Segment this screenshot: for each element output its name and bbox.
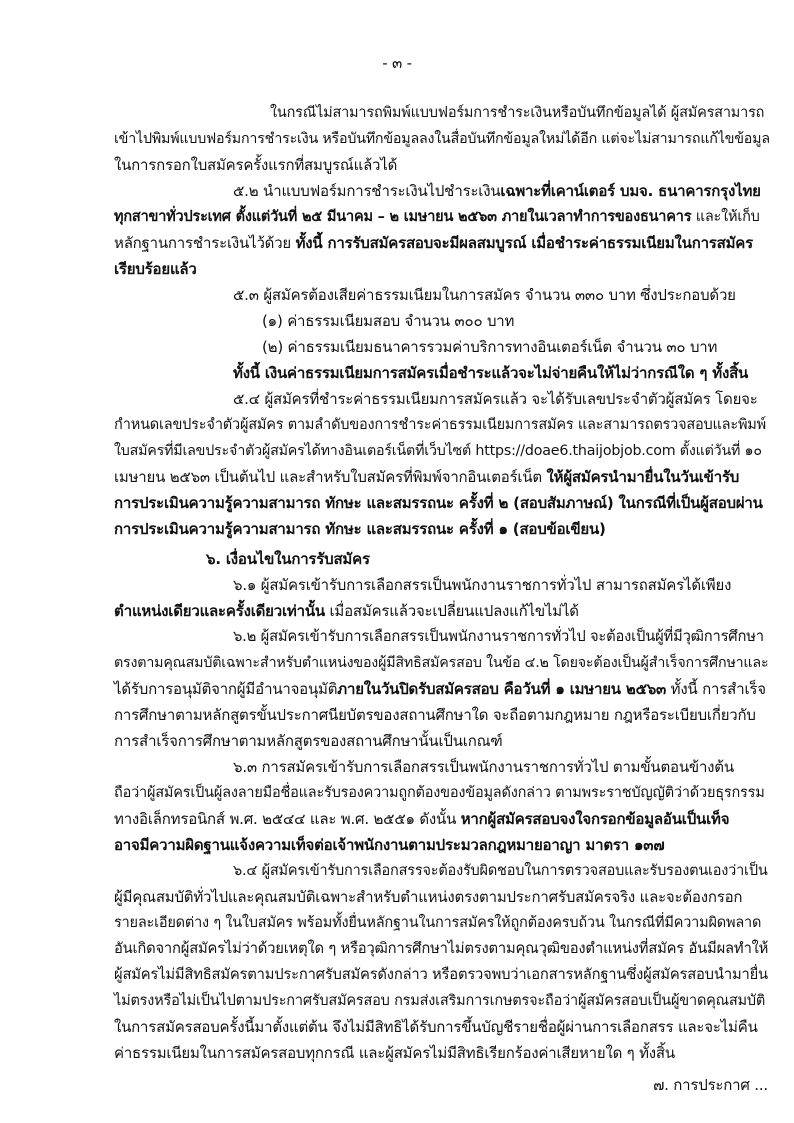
item-5-3-sub-2: (๒) ค่าธรรมเนียมธนาคารรวมค่าบริการทางอินเตอร์เน็ต จำนวน ๓๐ บาท <box>262 338 718 356</box>
item-5-2-line-4: เรียบร้อยแล้ว <box>114 260 197 278</box>
section-6-heading: ๖. เงื่อนไขในการรับสมัคร <box>206 550 370 568</box>
page-number: - ๓ - <box>382 54 412 72</box>
item-6-4-line-2: ผู้มีคุณสมบัติทั่วไปและคุณสมบัติเฉพาะสำหรับตำแหน่งตรงตามประกาศรับสมัครจริง และจะต้องกรอก <box>114 888 743 906</box>
item-6-3-line-4: อาจมีความผิดฐานแจ้งความเท็จต่อเจ้าพนักงานตามประมวลกฎหมายอาญา มาตรา ๑๓๗ <box>114 836 665 854</box>
item-6-2-line-1: ๖.๒ ผู้สมัครเข้ารับการเลือกสรรเป็นพนักงานราชการทั่วไป จะต้องเป็นผู้ที่มีวุฒิการศึกษา <box>233 628 764 645</box>
item-5-4-line-3: ใบสมัครที่มีเลขประจำตัวผู้สมัครได้ทางอินเตอร์เน็ตที่เว็บไซต์ https://doae6.thaijobjob.com ตั้งแต่วันที่ ๑๐ <box>114 443 762 459</box>
intro-line-2: เข้าไปพิมพ์แบบฟอร์มการชำระเงิน หรือบันทึกข้อมูลลงในสื่อบันทึกข้อมูลใหม่ได้อีก แต่จะไม่สามารถแก้ไขข้อมูล <box>114 131 770 147</box>
continuation-marker: ๗. การประกาศ ... <box>653 1076 768 1094</box>
item-6-4-line-8: ค่าธรรมเนียมในการสมัครสอบทุกกรณี และผู้สมัครไม่มีสิทธิเรียกร้องค่าเสียหายใด ๆ ทั้งสิ้น <box>114 1044 675 1062</box>
item-6-2-line-2: ตรงตามคุณสมบัติเฉพาะสำหรับตำแหน่งของผู้มีสิทธิสมัครสอบ ในข้อ ๔.๒ โดยจะต้องเป็นผู้สำเร็จการศึกษาและ <box>114 655 769 671</box>
item-6-4-line-3: รายละเอียดต่าง ๆ ในใบสมัคร พร้อมทั้งยื่นหลักฐานในการสมัครให้ถูกต้องครบถ้วน ในกรณีที่มีความผิดพลาด <box>114 915 762 931</box>
intro-line-3: ในการกรอกใบสมัครครั้งแรกที่สมบูรณ์แล้วได้ <box>114 156 398 174</box>
item-5-3-note: ทั้งนี้ เงินค่าธรรมเนียมการสมัครเมื่อชำระแล้วจะไม่จ่ายคืนให้ไม่ว่ากรณีใด ๆ ทั้งสิ้น <box>233 364 749 382</box>
item-6-1-line-2: ตำแหน่งเดียวและครั้งเดียวเท่านั้น เมื่อสมัครแล้วจะเปลี่ยนแปลงแก้ไขไม่ได้ <box>114 602 579 620</box>
item-6-1-line-1: ๖.๑ ผู้สมัครเข้ารับการเลือกสรรเป็นพนักงานราชการทั่วไป สามารถสมัครได้เพียง <box>233 576 732 594</box>
item-6-4-line-1: ๖.๔ ผู้สมัครเข้ารับการเลือกสรรจะต้องรับผิดชอบในการตรวจสอบและรับรองตนเองว่าเป็น <box>233 863 768 879</box>
item-5-3-sub-1: (๑) ค่าธรรมเนียมสอบ จำนวน ๓๐๐ บาท <box>262 312 515 330</box>
item-5-2-line-1: ๕.๒ นำแบบฟอร์มการชำระเงินไปชำระเงินเฉพาะที่เคาน์เตอร์ บมจ. ธนาคารกรุงไทย <box>233 182 761 200</box>
item-6-4-line-7: ในการสมัครสอบครั้งนี้มาตั้งแต่ต้น จึงไม่มีสิทธิได้รับการขึ้นบัญชีรายชื่อผู้ผ่านการเลือกสรร และจะไม่คืน <box>114 1018 758 1036</box>
item-5-4-line-5: การประเมินความรู้ความสามารถ ทักษะ และสมรรถนะ ครั้งที่ ๒ (สอบสัมภาษณ์) ในกรณีที่เป็นผู้สอบผ่าน <box>114 494 763 512</box>
item-6-2-line-5: การสำเร็จการศึกษาตามหลักสูตรของสถานศึกษานั้นเป็นเกณฑ์ <box>114 732 503 750</box>
item-6-3-line-2: ถือว่าผู้สมัครเป็นผู้ลงลายมือชื่อและรับรองความถูกต้องของข้อมูลดังกล่าว ตามพระราชบัญญัติว่าด้วยธุรกรรม <box>114 785 765 801</box>
item-5-4-line-2: กำหนดเลขประจำตัวผู้สมัคร ตามลำดับของการชำระค่าธรรมเนียมการสมัคร และสามารถตรวจสอบและพิมพ์ <box>114 417 767 433</box>
item-5-3-line-1: ๕.๓ ผู้สมัครต้องเสียค่าธรรมเนียมในการสมัคร จำนวน ๓๓๐ บาท ซึ่งประกอบด้วย <box>233 286 736 304</box>
item-6-4-line-6: ไม่ตรงหรือไม่เป็นไปตามประกาศรับสมัครสอบ กรมส่งเสริมการเกษตรจะถือว่าผู้สมัครสอบเป็นผู้ขาดคุณสมบัติ <box>114 993 766 1009</box>
item-6-4-line-4: อันเกิดจากผู้สมัครไม่ว่าด้วยเหตุใด ๆ หรือวุฒิการศึกษาไม่ตรงตามคุณวุฒิของตำแหน่งที่สมัคร อันมีผลทำให้ <box>114 940 769 957</box>
item-5-2-line-2: ทุกสาขาทั่วประเทศ ตั้งแต่วันที่ ๒๕ มีนาคม – ๒ เมษายน ๒๕๖๓ ภายในเวลาทำการของธนาคาร และให้เก็บ <box>114 209 760 225</box>
item-6-3-line-1: ๖.๓ การสมัครเข้ารับการเลือกสรรเป็นพนักงานราชการทั่วไป ตามขั้นตอนข้างต้น <box>233 758 734 776</box>
intro-line-1: ในกรณีไม่สามารถพิมพ์แบบฟอร์มการชำระเงินหรือบันทึกข้อมูลได้ ผู้สมัครสามารถ <box>270 105 765 121</box>
item-6-2-line-4: การศึกษาตามหลักสูตรขั้นประกาศนียบัตรของสถานศึกษาใด จะถือตามกฎหมาย กฎหรือระเบียบเกี่ยวกับ <box>114 706 756 724</box>
item-5-4-line-4: เมษายน ๒๕๖๓ เป็นต้นไป และสำหรับใบสมัครที่พิมพ์จากอินเตอร์เน็ต ให้ผู้สมัครนำมายื่นในวันเข้ารับ <box>114 468 740 486</box>
item-6-3-line-3: ทางอิเล็กทรอนิกส์ พ.ศ. ๒๕๔๔ และ พ.ศ. ๒๕๕๑ ดังนั้น หากผู้สมัครสอบจงใจกรอกข้อมูลอันเป็นเท็จ <box>114 810 730 828</box>
item-5-2-line-3: หลักฐานการชำระเงินไว้ด้วย ทั้งนี้ การรับสมัครสอบจะมีผลสมบูรณ์ เมื่อชำระค่าธรรมเนียมในการสมัคร <box>114 234 753 252</box>
item-5-4-line-1: ๕.๔ ผู้สมัครที่ชำระค่าธรรมเนียมการสมัครแล้ว จะได้รับเลขประจำตัวผู้สมัคร โดยจะ <box>233 390 758 408</box>
item-6-2-line-3: ได้รับการอนุมัติจากผู้มีอำนาจอนุมัติภายในวันปิดรับสมัครสอบ คือวันที่ ๑ เมษายน ๒๕๖๓ ทั้งนี้ การสำเร็จ <box>114 680 766 698</box>
item-5-4-line-6: การประเมินความรู้ความสามารถ ทักษะ และสมรรถนะ ครั้งที่ ๑ (สอบข้อเขียน) <box>114 520 606 538</box>
item-6-4-line-5: ผู้สมัครไม่มีสิทธิสมัครตามประกาศรับสมัครดังกล่าว หรือตรวจพบว่าเอกสารหลักฐานซึ่งผู้สมัครสอบนำมายื่น <box>114 966 768 983</box>
